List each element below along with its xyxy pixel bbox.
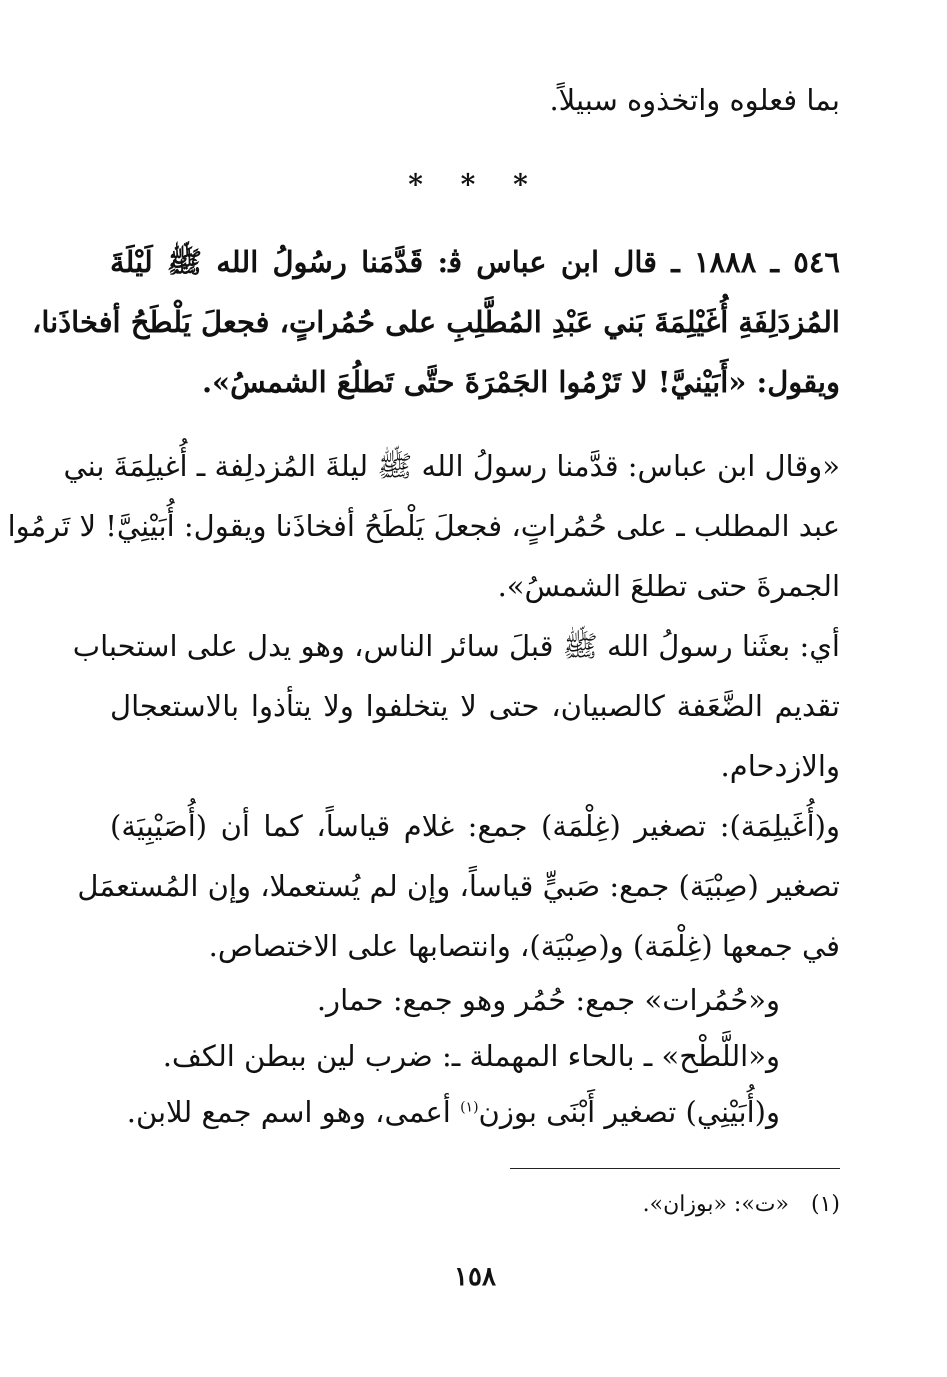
commentary-line: [127, 1092, 780, 1132]
footnote-text: «ت»: «بوزان».: [642, 1192, 789, 1217]
section-separator: * * *: [408, 168, 542, 201]
commentary-line: في جمعها (غِلْمَة) و(صِبْيَة)، وانتصابها على الاختصاص.: [208, 929, 840, 963]
text-segment: أعمى، وهو اسم جمع للابن.: [126, 1095, 461, 1129]
commentary-line: الجمرةَ حتى تطلعَ الشمسُ».: [497, 569, 840, 603]
text-segment: و(أُبَيْنِي) تصغير أَبْنَى بوزن: [478, 1095, 780, 1129]
commentary-line: و«حُمُرات» جمع: حُمُر وهو جمع: حمار.: [316, 983, 780, 1017]
commentary-line: تصغير (صِبْيَة) جمع: صَبيٍّ قياساً، وإن لم يُستعملا، وإن المُستعمَل: [77, 869, 840, 903]
commentary-line: أي: بعثَنا رسولُ الله ﷺ قبلَ سائر الناس، وهو يدل على استحباب: [72, 629, 840, 663]
text-line: بما فعلوه واتخذوه سبيلاً.: [549, 83, 840, 117]
commentary-line: و(أُغَيلِمَة): تصغير (غِلْمَة) جمع: غلام قياساً، كما أن (أُصَيْبِيَة): [110, 809, 840, 843]
hadith-line: ويقول: «أَبَيْنيَّ! لا تَرْمُوا الجَمْرَةَ حتَّى تَطلُعَ الشمسُ».: [201, 365, 840, 399]
commentary-line: والازدحام.: [720, 749, 840, 783]
commentary-line: عبد المطلب ـ على حُمُراتٍ، فجعلَ يَلْطَحُ أفخاذَنا ويقول: أُبَيْنِيَّ! لا تَرمُوا: [7, 509, 840, 543]
commentary-line: «وقال ابن عباس: قدَّمنا رسولُ الله ﷺ ليلةَ المُزدلِفة ـ أُغيلِمَةَ بني: [63, 449, 840, 483]
footnote-reference[interactable]: (١): [460, 1099, 479, 1116]
page-number: ١٥٨: [454, 1262, 496, 1292]
hadith-line: المُزدَلِفَةِ أُغَيْلِمَةَ بَني عَبْدِ المُطَّلِبِ على حُمُراتٍ، فجعلَ يَلْطَحُ أفخاذَنا،: [31, 305, 840, 339]
footnote-divider: [510, 1168, 840, 1169]
footnote-number: (١): [810, 1192, 840, 1217]
footnote: [643, 1190, 840, 1220]
commentary-line: تقديم الضَّعَفة كالصبيان، حتى لا يتخلفوا ولا يتأذوا بالاستعجال: [110, 689, 840, 723]
hadith-line: ٥٤٦ ـ ١٨٨٨ ـ قال ابن عباس ﭬ: قَدَّمَنا رسُولُ الله ﷺ لَيْلَةَ: [110, 245, 840, 279]
book-page: [7, 80, 840, 1360]
commentary-line: و«اللَّطْح» ـ بالحاء المهملة ـ: ضرب لين ببطن الكف.: [162, 1039, 780, 1073]
